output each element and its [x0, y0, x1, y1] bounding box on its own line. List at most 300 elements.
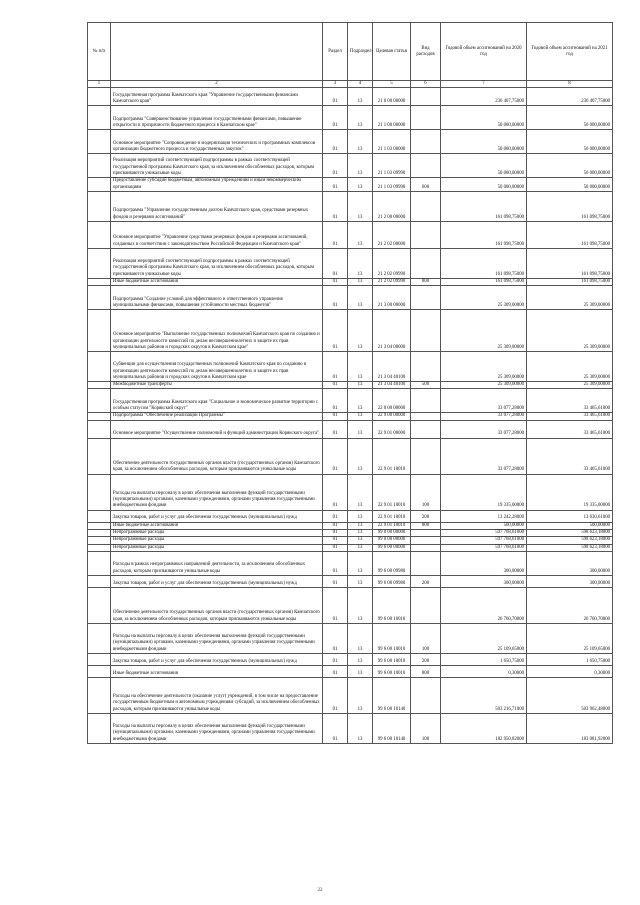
amount-2020-cell: 161 098,75000: [441, 191, 527, 221]
num-cell: [88, 587, 111, 623]
section-cell: 01: [323, 551, 348, 575]
section-cell: 01: [323, 286, 348, 310]
target-cell: 21 2 02 09990: [373, 248, 411, 278]
num-cell: [88, 653, 111, 665]
colnum: 5: [373, 81, 411, 88]
name-cell: Обеспечение деятельности государственных органов власти (государственных органов) Камчатского края, за исключением обособленных расходов, которым присваиваются уникальные коды: [111, 438, 323, 474]
table-row: [88, 438, 613, 474]
section-cell: 01: [323, 544, 348, 551]
table-header-row: [88, 23, 613, 81]
name-cell: Непрограммные расходы: [111, 530, 323, 537]
subsection-cell: 13: [348, 474, 373, 510]
num-cell: [88, 420, 111, 438]
num-cell: [88, 248, 111, 278]
section-cell: 01: [323, 191, 348, 221]
section-cell: 01: [323, 389, 348, 413]
expense-cell: [411, 544, 441, 551]
amount-2020-cell: 26 760,70000: [441, 587, 527, 623]
num-cell: [88, 221, 111, 248]
name-cell: Расходы на выплаты персоналу в целях обеспечения выполнения функций государственными (муниципальными) органами, казенными учреждениями, органами управления государственными внебюджетными фондами: [111, 713, 323, 743]
subsection-cell: 13: [348, 106, 373, 130]
subsection-cell: 13: [348, 551, 373, 575]
target-cell: 21 3 00 00000: [373, 286, 411, 310]
amount-2020-cell: 161 098,75000: [441, 221, 527, 248]
name-cell: Государственная программа Камчатского края "Социальное и экономическое развитие территории с особым статусом "Корякский округ": [111, 389, 323, 413]
table-row: [88, 221, 613, 248]
amount-2021-cell: 50 000,00000: [527, 178, 613, 192]
subsection-cell: 13: [348, 221, 373, 248]
section-cell: 01: [323, 713, 348, 743]
num-cell: [88, 713, 111, 743]
section-cell: 01: [323, 530, 348, 537]
num-cell: [88, 551, 111, 575]
expense-cell: 800: [411, 278, 441, 285]
table-row: [88, 537, 613, 544]
num-cell: [88, 623, 111, 653]
num-cell: [88, 178, 111, 192]
amount-2021-cell: 50 000,00000: [527, 106, 613, 130]
name-cell: Иные бюджетные ассигнования: [111, 665, 323, 677]
section-cell: 01: [323, 221, 348, 248]
num-cell: [88, 88, 111, 106]
table-row: [88, 248, 613, 278]
column-number-row: [88, 81, 613, 88]
num-cell: [88, 575, 111, 587]
subsection-cell: 13: [348, 286, 373, 310]
subsection-cell: 13: [348, 587, 373, 623]
target-cell: 22 9 01 10010: [373, 522, 411, 529]
target-cell: 22 9 01 10010: [373, 510, 411, 522]
section-cell: 01: [323, 623, 348, 653]
name-cell: Расходы в рамках непрограммных направлений деятельности, за исключением обособленных расходов, которым присваиваются уникальные коды: [111, 551, 323, 575]
subsection-cell: 13: [348, 522, 373, 529]
name-cell: Государственная программа Камчатского края "Управление государственными финансами Камчатского края": [111, 88, 323, 106]
table-row: [88, 665, 613, 677]
num-cell: [88, 106, 111, 130]
expense-cell: [411, 438, 441, 474]
amount-2020-cell: 33 077,28000: [441, 420, 527, 438]
budget-table: [87, 22, 613, 744]
num-cell: [88, 286, 111, 310]
table-row: [88, 653, 613, 665]
subsection-cell: 13: [348, 420, 373, 438]
section-cell: 01: [323, 106, 348, 130]
name-cell: Субвенции для осуществления государственных полномочий Камчатского края по созданию и организации деятельности комиссий по делам несовершеннолетних и защите их прав муниципальных районов и городских округов в Камчатском крае: [111, 352, 323, 382]
subsection-cell: 13: [348, 665, 373, 677]
target-cell: 22 9 01 00000: [373, 420, 411, 438]
amount-2021-cell: 300,00000: [527, 551, 613, 575]
expense-cell: 600: [411, 178, 441, 192]
table-row: [88, 522, 613, 529]
name-cell: Подпрограмма "Обеспечение реализации Программы": [111, 413, 323, 420]
subsection-cell: 13: [348, 352, 373, 382]
target-cell: 22 9 01 10010: [373, 438, 411, 474]
subsection-cell: 13: [348, 537, 373, 544]
table-row: [88, 575, 613, 587]
amount-2020-cell: 33 077,28000: [441, 413, 527, 420]
target-cell: 99 6 00 10010: [373, 587, 411, 623]
amount-2021-cell: 161 098,75000: [527, 248, 613, 278]
header-subsection: Подраздел: [348, 23, 373, 81]
expense-cell: [411, 88, 441, 106]
table-row: [88, 286, 613, 310]
target-cell: 21 2 00 00000: [373, 191, 411, 221]
expense-cell: [411, 551, 441, 575]
amount-2021-cell: 25 309,00000: [527, 382, 613, 389]
subsection-cell: 13: [348, 382, 373, 389]
name-cell: Подпрограмма "Управление государственным долгом Камчатского края, средствами резервных фондов и резервами ассигнований": [111, 191, 323, 221]
target-cell: 21 3 04 00000: [373, 310, 411, 352]
amount-2021-cell: 26 760,70000: [527, 587, 613, 623]
expense-cell: [411, 221, 441, 248]
name-cell: Предоставление субсидий бюджетным, автономным учреждениям и иным некоммерческим организациям: [111, 178, 323, 192]
section-cell: 01: [323, 575, 348, 587]
section-cell: 01: [323, 537, 348, 544]
num-cell: [88, 510, 111, 522]
table-row: [88, 278, 613, 285]
amount-2020-cell: 500,00000: [441, 522, 527, 529]
expense-cell: [411, 191, 441, 221]
target-cell: 99 6 00 10010: [373, 623, 411, 653]
expense-cell: 100: [411, 713, 441, 743]
num-cell: [88, 191, 111, 221]
name-cell: Основное мероприятие "Сопровождение и модернизация технических и программных комплексов организации бюджетного процесса и государственных закупок": [111, 130, 323, 154]
amount-2021-cell: 183 081,92000: [527, 713, 613, 743]
header-name: [111, 23, 323, 81]
colnum: 6: [411, 81, 441, 88]
table-row: [88, 420, 613, 438]
amount-2020-cell: 597 768,61000: [441, 530, 527, 537]
section-cell: 01: [323, 510, 348, 522]
expense-cell: [411, 420, 441, 438]
amount-2020-cell: 25 309,00000: [441, 310, 527, 352]
expense-cell: 200: [411, 653, 441, 665]
amount-2021-cell: 50 000,00000: [527, 154, 613, 178]
amount-2020-cell: 161 098,75000: [441, 248, 527, 278]
section-cell: 01: [323, 352, 348, 382]
num-cell: [88, 522, 111, 529]
amount-2020-cell: 503 216,71000: [441, 677, 527, 713]
header-target: Целевая статья: [373, 23, 411, 81]
amount-2020-cell: 33 077,28000: [441, 389, 527, 413]
amount-2021-cell: 161 098,75000: [527, 278, 613, 285]
table-row: [88, 106, 613, 130]
amount-2021-cell: 598 623,18000: [527, 537, 613, 544]
colnum: 1: [88, 81, 111, 88]
amount-2020-cell: 300,00000: [441, 575, 527, 587]
amount-2021-cell: 300,00000: [527, 575, 613, 587]
table-row: [88, 510, 613, 522]
section-cell: 01: [323, 438, 348, 474]
subsection-cell: 13: [348, 438, 373, 474]
amount-2020-cell: 50 000,00000: [441, 106, 527, 130]
subsection-cell: 13: [348, 389, 373, 413]
amount-2021-cell: 13 630,61000: [527, 510, 613, 522]
name-cell: Расходы на обеспечение деятельности (оказание услуг) учреждений, в том числе на предоставление государственным бюджетным и автономным учреждениям субсидий, за исключением обособленных расходов, которым присваиваются уникальные коды: [111, 677, 323, 713]
expense-cell: 800: [411, 665, 441, 677]
target-cell: 99 6 00 10140: [373, 713, 411, 743]
expense-cell: [411, 537, 441, 544]
expense-cell: [411, 352, 441, 382]
target-cell: 21 0 00 00000: [373, 88, 411, 106]
num-cell: [88, 352, 111, 382]
table-row: [88, 88, 613, 106]
subsection-cell: 13: [348, 130, 373, 154]
amount-2020-cell: 597 768,61000: [441, 537, 527, 544]
name-cell: Расходы на выплаты персоналу в целях обеспечения выполнения функций государственными (муниципальными) органами, казенными учреждениями, органами управления государственными внебюджетными фондами: [111, 623, 323, 653]
subsection-cell: 13: [348, 278, 373, 285]
target-cell: 99 6 00 10010: [373, 653, 411, 665]
target-cell: 21 1 00 00000: [373, 106, 411, 130]
subsection-cell: 13: [348, 88, 373, 106]
amount-2021-cell: 33 465,61000: [527, 413, 613, 420]
expense-cell: [411, 677, 441, 713]
num-cell: [88, 530, 111, 537]
subsection-cell: 13: [348, 653, 373, 665]
name-cell: Подпрограмма "Совершенствование управления государственными финансами, повышение открытости и прозрачности бюджетного процесса в Камчатском крае": [111, 106, 323, 130]
target-cell: 99 6 00 00000: [373, 544, 411, 551]
table-row: [88, 474, 613, 510]
num-cell: [88, 537, 111, 544]
target-cell: 21 3 04 40100: [373, 382, 411, 389]
table-row: [88, 413, 613, 420]
target-cell: 99 0 00 00000: [373, 537, 411, 544]
expense-cell: 100: [411, 623, 441, 653]
header-2020: Годовой объем ассигнований на 2020 год: [441, 23, 527, 81]
target-cell: 99 6 00 09980: [373, 551, 411, 575]
subsection-cell: 13: [348, 178, 373, 192]
amount-2020-cell: 161 098,75000: [441, 278, 527, 285]
table-row: [88, 178, 613, 192]
section-cell: 01: [323, 278, 348, 285]
amount-2021-cell: 161 098,75000: [527, 191, 613, 221]
expense-cell: [411, 587, 441, 623]
amount-2020-cell: 236 407,75000: [441, 88, 527, 106]
amount-2020-cell: 597 768,61000: [441, 544, 527, 551]
section-cell: 01: [323, 248, 348, 278]
amount-2021-cell: 25 109,65000: [527, 623, 613, 653]
name-cell: Основное мероприятие "Управление средствами резервных фондов и резервами ассигнований, созданных в соответствии с законодательством Российской Федерации и Камчатского края": [111, 221, 323, 248]
section-cell: 01: [323, 154, 348, 178]
amount-2020-cell: 25 309,00000: [441, 382, 527, 389]
table-row: [88, 382, 613, 389]
num-cell: [88, 310, 111, 352]
table-row: [88, 130, 613, 154]
expense-cell: 200: [411, 510, 441, 522]
num-cell: [88, 389, 111, 413]
name-cell: Иные бюджетные ассигнования: [111, 278, 323, 285]
section-cell: 01: [323, 665, 348, 677]
amount-2020-cell: 50 000,00000: [441, 130, 527, 154]
expense-cell: [411, 530, 441, 537]
num-cell: [88, 413, 111, 420]
subsection-cell: 13: [348, 623, 373, 653]
name-cell: Непрограммные расходы: [111, 544, 323, 551]
amount-2021-cell: 236 407,75000: [527, 88, 613, 106]
name-cell: Обеспечение деятельности государственных органов власти (государственных органов) Камчатского края, за исключением обособленных расходов, которым присваиваются уникальные коды: [111, 587, 323, 623]
expense-cell: [411, 248, 441, 278]
num-cell: [88, 677, 111, 713]
name-cell: Закупка товаров, работ и услуг для обеспечения государственных (муниципальных) нужд: [111, 575, 323, 587]
expense-cell: [411, 106, 441, 130]
name-cell: Расходы на выплаты персоналу в целях обеспечения выполнения функций государственными (муниципальными) органами, казенными учреждениями, органами управления государственными внебюджетными фондами: [111, 474, 323, 510]
amount-2021-cell: 25 309,00000: [527, 310, 613, 352]
amount-2020-cell: 50 000,00000: [441, 154, 527, 178]
name-cell: Основное мероприятие "Выполнение государственных полномочий Камчатского края по созданию и организации деятельности комиссий по делам несовершеннолетних и защите их прав муниципальных районов и городских округов в Камчатском крае": [111, 310, 323, 352]
name-cell: Основное мероприятие "Осуществление полномочий и функций администрации Корякского округа": [111, 420, 323, 438]
amount-2020-cell: 33 077,28000: [441, 438, 527, 474]
expense-cell: 800: [411, 522, 441, 529]
page-number: 22: [317, 888, 323, 893]
amount-2020-cell: 25 309,00000: [441, 352, 527, 382]
subsection-cell: 13: [348, 677, 373, 713]
expense-cell: [411, 310, 441, 352]
section-cell: 01: [323, 382, 348, 389]
name-cell: Реализация мероприятий соответствующей подпрограммы в рамках соответствующей государственной программы Камчатского края, за исключением обособленных расходов, которым присваиваются уникальные коды: [111, 248, 323, 278]
section-cell: 01: [323, 310, 348, 352]
colnum: 3: [323, 81, 348, 88]
name-cell: Подпрограмма "Создание условий для эффективного и ответственного управления муниципальными финансами, повышения устойчивости местных бюджетов": [111, 286, 323, 310]
target-cell: 21 2 02 09990: [373, 278, 411, 285]
amount-2020-cell: 50 000,00000: [441, 178, 527, 192]
expense-cell: [411, 130, 441, 154]
colnum: 8: [527, 81, 613, 88]
amount-2021-cell: 19 335,00000: [527, 474, 613, 510]
amount-2021-cell: 33 465,61000: [527, 420, 613, 438]
name-cell: Реализация мероприятий соответствующей подпрограммы в рамках соответствующей государственной программы Камчатского края, за исключением обособленных расходов, которым присваиваются уникальные коды: [111, 154, 323, 178]
header-expense: Вид расходов: [411, 23, 441, 81]
target-cell: 99 6 00 10140: [373, 677, 411, 713]
subsection-cell: 13: [348, 310, 373, 352]
subsection-cell: 13: [348, 413, 373, 420]
amount-2021-cell: 33 465,61000: [527, 438, 613, 474]
num-cell: [88, 382, 111, 389]
subsection-cell: 13: [348, 191, 373, 221]
amount-2021-cell: 1 650,75000: [527, 653, 613, 665]
subsection-cell: 13: [348, 713, 373, 743]
header-num: № п/п: [88, 23, 111, 81]
expense-cell: 100: [411, 474, 441, 510]
expense-cell: 500: [411, 382, 441, 389]
amount-2021-cell: 503 962,48000: [527, 677, 613, 713]
target-cell: 21 1 03 09990: [373, 154, 411, 178]
section-cell: 01: [323, 413, 348, 420]
section-cell: 01: [323, 178, 348, 192]
colnum: 7: [441, 81, 527, 88]
amount-2021-cell: 0,30000: [527, 665, 613, 677]
target-cell: 21 1 03 00000: [373, 130, 411, 154]
num-cell: [88, 278, 111, 285]
target-cell: 21 3 04 40100: [373, 352, 411, 382]
table-row: [88, 713, 613, 743]
table-row: [88, 544, 613, 551]
colnum: 4: [348, 81, 373, 88]
table-row: [88, 389, 613, 413]
amount-2020-cell: 25 109,65000: [441, 623, 527, 653]
amount-2021-cell: 25 309,00000: [527, 286, 613, 310]
table-row: [88, 677, 613, 713]
table-body: [88, 88, 613, 744]
expense-cell: 200: [411, 575, 441, 587]
amount-2020-cell: 300,00000: [441, 551, 527, 575]
name-cell: Закупка товаров, работ и услуг для обеспечения государственных (муниципальных) нужд: [111, 653, 323, 665]
section-cell: 01: [323, 474, 348, 510]
num-cell: [88, 474, 111, 510]
expense-cell: [411, 286, 441, 310]
expense-cell: [411, 389, 441, 413]
table-row: [88, 530, 613, 537]
section-cell: 01: [323, 88, 348, 106]
amount-2021-cell: 33 465,61000: [527, 389, 613, 413]
amount-2020-cell: 1 650,75000: [441, 653, 527, 665]
amount-2020-cell: 25 309,00000: [441, 286, 527, 310]
header-section: Раздел: [323, 23, 348, 81]
table-row: [88, 154, 613, 178]
amount-2020-cell: 0,30000: [441, 665, 527, 677]
target-cell: 21 2 02 00000: [373, 221, 411, 248]
amount-2021-cell: 598 623,18000: [527, 530, 613, 537]
section-cell: 01: [323, 522, 348, 529]
amount-2020-cell: 182 950,82000: [441, 713, 527, 743]
amount-2021-cell: 598 623,18000: [527, 544, 613, 551]
table-row: [88, 310, 613, 352]
target-cell: 22 0 00 00000: [373, 389, 411, 413]
section-cell: 01: [323, 653, 348, 665]
table-row: [88, 551, 613, 575]
target-cell: 99 6 00 09980: [373, 575, 411, 587]
table-row: [88, 587, 613, 623]
amount-2021-cell: 161 098,75000: [527, 221, 613, 248]
subsection-cell: 13: [348, 248, 373, 278]
subsection-cell: 13: [348, 544, 373, 551]
expense-cell: [411, 154, 441, 178]
num-cell: [88, 154, 111, 178]
num-cell: [88, 544, 111, 551]
table-row: [88, 352, 613, 382]
subsection-cell: 13: [348, 154, 373, 178]
target-cell: 99 6 00 10010: [373, 665, 411, 677]
amount-2020-cell: 13 242,28000: [441, 510, 527, 522]
num-cell: [88, 438, 111, 474]
name-cell: Иные бюджетные ассигнования: [111, 522, 323, 529]
colnum: 2: [111, 81, 323, 88]
name-cell: Закупка товаров, работ и услуг для обеспечения государственных (муниципальных) нужд: [111, 510, 323, 522]
section-cell: 01: [323, 420, 348, 438]
subsection-cell: 13: [348, 575, 373, 587]
subsection-cell: 13: [348, 510, 373, 522]
num-cell: [88, 130, 111, 154]
table-row: [88, 623, 613, 653]
name-cell: Непрограммные расходы: [111, 537, 323, 544]
header-2021: Годовой объем ассигнований на 2021 год: [527, 23, 613, 81]
target-cell: 21 1 03 09990: [373, 178, 411, 192]
section-cell: 01: [323, 130, 348, 154]
num-cell: [88, 665, 111, 677]
target-cell: 22 9 00 00000: [373, 413, 411, 420]
table-row: [88, 191, 613, 221]
name-cell: Межбюджетные трансферты: [111, 382, 323, 389]
amount-2020-cell: 19 335,00000: [441, 474, 527, 510]
amount-2021-cell: 500,00000: [527, 522, 613, 529]
target-cell: 22 9 01 10010: [373, 474, 411, 510]
expense-cell: [411, 413, 441, 420]
subsection-cell: 13: [348, 530, 373, 537]
section-cell: 01: [323, 677, 348, 713]
amount-2021-cell: 25 309,00000: [527, 352, 613, 382]
amount-2021-cell: 50 000,00000: [527, 130, 613, 154]
section-cell: 01: [323, 587, 348, 623]
target-cell: 99 0 00 00000: [373, 530, 411, 537]
